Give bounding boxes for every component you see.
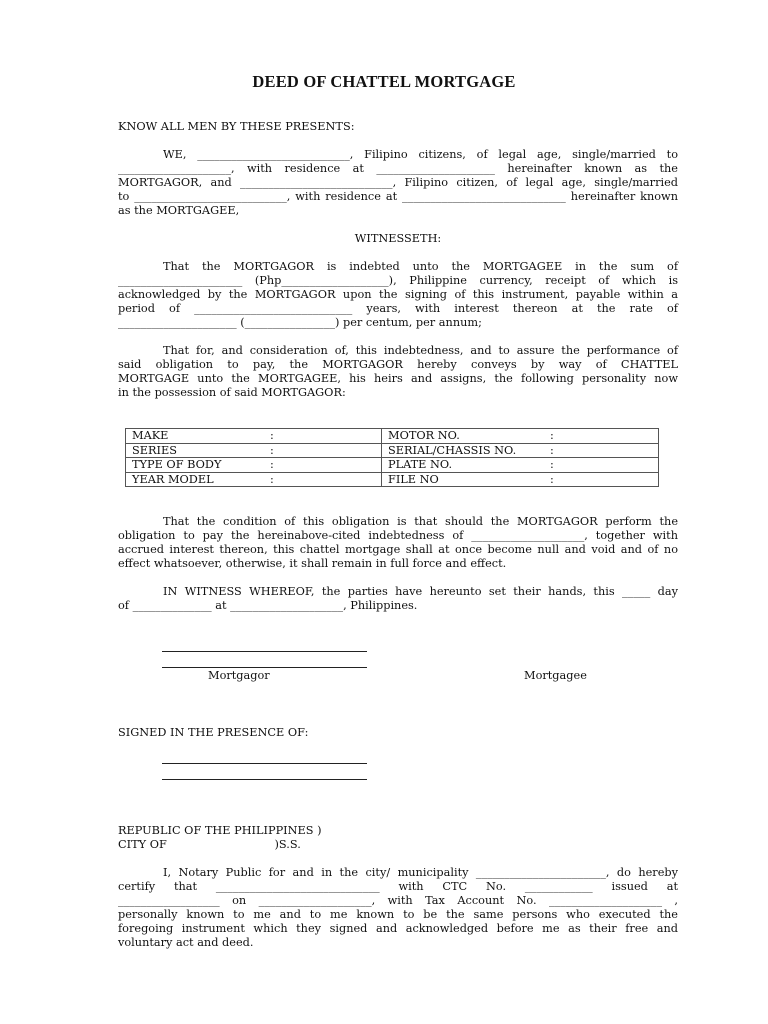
parties-line-1: WE, ___________________________, Filipino citizens, of legal age, single/married to [163,148,678,161]
notary-line-6: voluntary act and deed. [118,936,254,949]
mortgagor-label: Mortgagor [208,669,270,682]
para4-line-2: of ______________ at ____________________, Philippines. [118,599,418,612]
table-cell: SERIAL/CHASSIS NO. : [382,443,659,458]
para1-line-1: That the MORTGAGOR is indebted unto the MORTGAGEE in the sum of [163,260,678,273]
para2-line-3: MORTGAGE unto the MORTGAGEE, his heirs and assigns, the following personality now [118,372,678,385]
para2-line-1: That for, and consideration of, this indebtedness, and to assure the performance of [163,344,678,357]
table-cell: YEAR MODEL : [126,472,382,487]
vehicle-details-table [125,428,659,487]
notary-line-1: I, Notary Public for and in the city/ municipality _______________________, do hereby [163,866,678,879]
document-title: DEED OF CHATTEL MORTGAGE [252,72,516,91]
notary-line-4: personally known to me and to me known to be the same persons who executed the [118,908,678,921]
table-row [126,443,659,458]
table-cell: MOTOR NO. : [382,429,659,444]
notary-line-2: certify that _____________________________ with CTC No. ____________ issued at [118,880,678,893]
venue-republic: REPUBLIC OF THE PHILIPPINES ) [118,824,322,837]
signed-presence-heading: SIGNED IN THE PRESENCE OF: [118,726,309,739]
parties-line-3: MORTGAGOR, and ___________________________, Filipino citizen, of legal age, single/married [118,176,678,189]
table-cell: TYPE OF BODY : [126,458,382,473]
para3-line-2: obligation to pay the hereinabove-cited indebtedness of ____________________, together with [118,529,678,542]
notary-line-3: __________________ on ____________________, with Tax Account No. ____________________ , [118,894,678,907]
table-row [126,472,659,487]
para3-line-4: effect whatsoever, otherwise, it shall remain in full force and effect. [118,557,507,570]
table-row [126,458,659,473]
table-cell: FILE NO : [382,472,659,487]
table-cell: MAKE : [126,429,382,444]
venue-city: CITY OF )S.S. [118,838,301,851]
parties-line-2: ____________________, with residence at _____________________ hereinafter known as the [118,162,678,175]
mortgagor-signature-line-1 [162,651,367,652]
para1-line-2: ______________________ (Php___________________), Philippine currency, receipt of which is [118,274,678,287]
intro-line: KNOW ALL MEN BY THESE PRESENTS: [118,120,355,133]
para3-line-1: That the condition of this obligation is that should the MORTGAGOR perform the [163,515,678,528]
parties-line-5: as the MORTGAGEE, [118,204,240,217]
parties-line-4: to ___________________________, with residence at _____________________________ hereinafter known [118,190,678,203]
para4-line-1: IN WITNESS WHEREOF, the parties have hereunto set their hands, this _____ day [163,585,678,598]
para1-line-4: period of ____________________________ years, with interest thereon at the rate of [118,302,678,315]
witness-signature-line-2 [162,779,367,780]
para2-line-4: in the possession of said MORTGAGOR: [118,386,346,399]
para1-line-3: acknowledged by the MORTGAGOR upon the signing of this instrument, payable within a [118,288,678,301]
witness-signature-line-1 [162,763,367,764]
table-row [126,429,659,444]
para2-line-2: said obligation to pay, the MORTGAGOR hereby conveys by way of CHATTEL [118,358,678,371]
para1-line-5: _____________________ (________________) per centum, per annum; [118,316,482,329]
table-cell: PLATE NO. : [382,458,659,473]
notary-line-5: foregoing instrument which they signed and acknowledged before me as their free and [118,922,678,935]
witnesseth-heading: WITNESSETH: [354,232,442,245]
para3-line-3: accrued interest thereon, this chattel mortgage shall at once become null and void and of no [118,543,678,556]
mortgagor-signature-line-2 [162,667,367,668]
table-cell: SERIES : [126,443,382,458]
mortgagee-label: Mortgagee [524,669,587,682]
